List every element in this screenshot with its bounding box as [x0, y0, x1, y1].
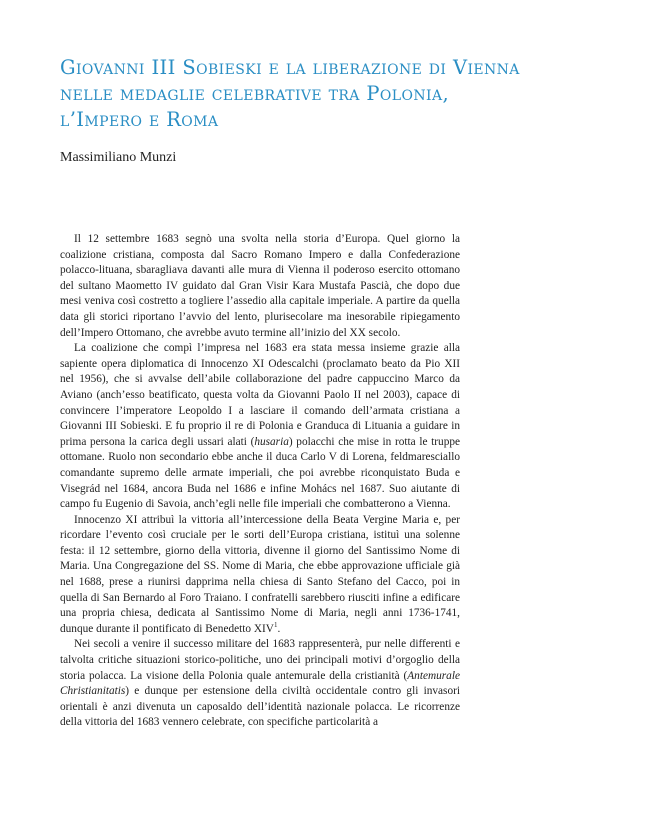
- paragraph: [60, 637, 460, 731]
- paragraph: [60, 341, 460, 513]
- paragraph: [60, 513, 460, 638]
- italic-text: husaria: [254, 435, 289, 448]
- text-run: .: [277, 622, 281, 635]
- paragraph: [60, 232, 460, 341]
- footnote-ref[interactable]: 1: [273, 621, 278, 630]
- text-run: ) polacchi che mise in rotta le truppe ottomane. Ruolo non secondario ebbe anche il duca Carlo V di Lorena, feldmaresciallo comandante supremo delle armate imperiali, che poi avrebbe riconquistato Buda e Visegrád nel 1684, ancora Buda nel 1686 e infine Mohács nel 1687. Suo aiutante di campo fu Eugenio di Savoia, anch’egli nelle file imperiali che combatterono a Vienna.: [60, 435, 461, 511]
- title-line-1: Giovanni III Sobieski e la liberazione di Vienna: [60, 56, 520, 79]
- article-title: [60, 55, 580, 133]
- text-run: Nei secoli a venire il successo militare del 1683 rappresenterà, pur nelle differenti e talvolta critiche situazioni storico-politiche, uno dei principali motivi d’orgoglio della storia polacca. La visione della Polonia quale antemurale della cristianità (: [60, 638, 460, 682]
- italic-text: Antemurale Christianitatis: [60, 669, 460, 698]
- title-line-3: l’Impero e Roma: [60, 108, 219, 131]
- text-run: La coalizione che compì l’impresa nel 1683 era stata messa insieme grazie alla sapiente opera diplomatica di Innocenzo XI Odescalchi (proclamato beato da Pio XII nel 1956), che si avvalse dell’abile collaborazione del padre cappuccino Marco da Aviano (anch’esso beatificato, questa volta da Giovanni Paolo II nel 2003), capace di convincere l’imperatore Leopoldo I a lasciare il comando dell’armata cristiana a Giovanni III Sobieski. E fu proprio il re di Polonia e Granduca di Lituania a guidare in prima persona la carica degli ussari alati (: [60, 342, 460, 448]
- text-run: Il 12 settembre 1683 segnò una svolta nella storia d’Europa. Quel giorno la coalizione cristiana, composta dal Sacro Romano Impero e dalla Confederazione polacco-lituana, sbaragliava davanti alle mura di Vienna il poderoso esercito ottomano del sultano Maometto IV guidato dal Gran Visir Kara Mustafa Pascià, che dopo due mesi veniva così costretto a togliere l’assedio alla capitale imperiale. A partire da quella data gli storici riportano l’avvio del lento, plurisecolare ma inesorabile ripiegamento dell’Impero Ottomano, che avrebbe avuto termine all’inizio del XX secolo.: [60, 233, 460, 339]
- author-name: Massimiliano Munzi: [60, 150, 177, 165]
- title-line-2: nelle medaglie celebrative tra Polonia,: [60, 82, 450, 105]
- text-run: Innocenzo XI attribuì la vittoria all’intercessione della Beata Vergine Maria e, per ricordare l’evento così cruciale per le sorti dell’Europa cristiana, istituì una solenne festa: il 12 settembre, giorno della vittoria, divenne il giorno del Santissimo Nome di Maria. Una Congregazione del SS. Nome di Maria, che ebbe approvazione ufficiale già nel 1688, prese a riunirsi dapprima nella chiesa di Santo Stefano del Cacco, poi in quella di San Bernardo al Foro Traiano. I confratelli sarebbero riusciti infine a edificare una propria chiesa, dedicata al Santissimo Nome di Maria, negli anni 1736-1741, dunque durante il pontificato di Benedetto XIV: [60, 513, 460, 635]
- article-body: [60, 232, 460, 731]
- text-run: ) e dunque per estensione della civiltà occidentale contro gli invasori orientali è anzi divenuta un caposaldo dell’identità nazionale polacca. Le ricorrenze della vittoria del 1683 vennero celebrate, con specifiche particolarità a: [60, 685, 460, 729]
